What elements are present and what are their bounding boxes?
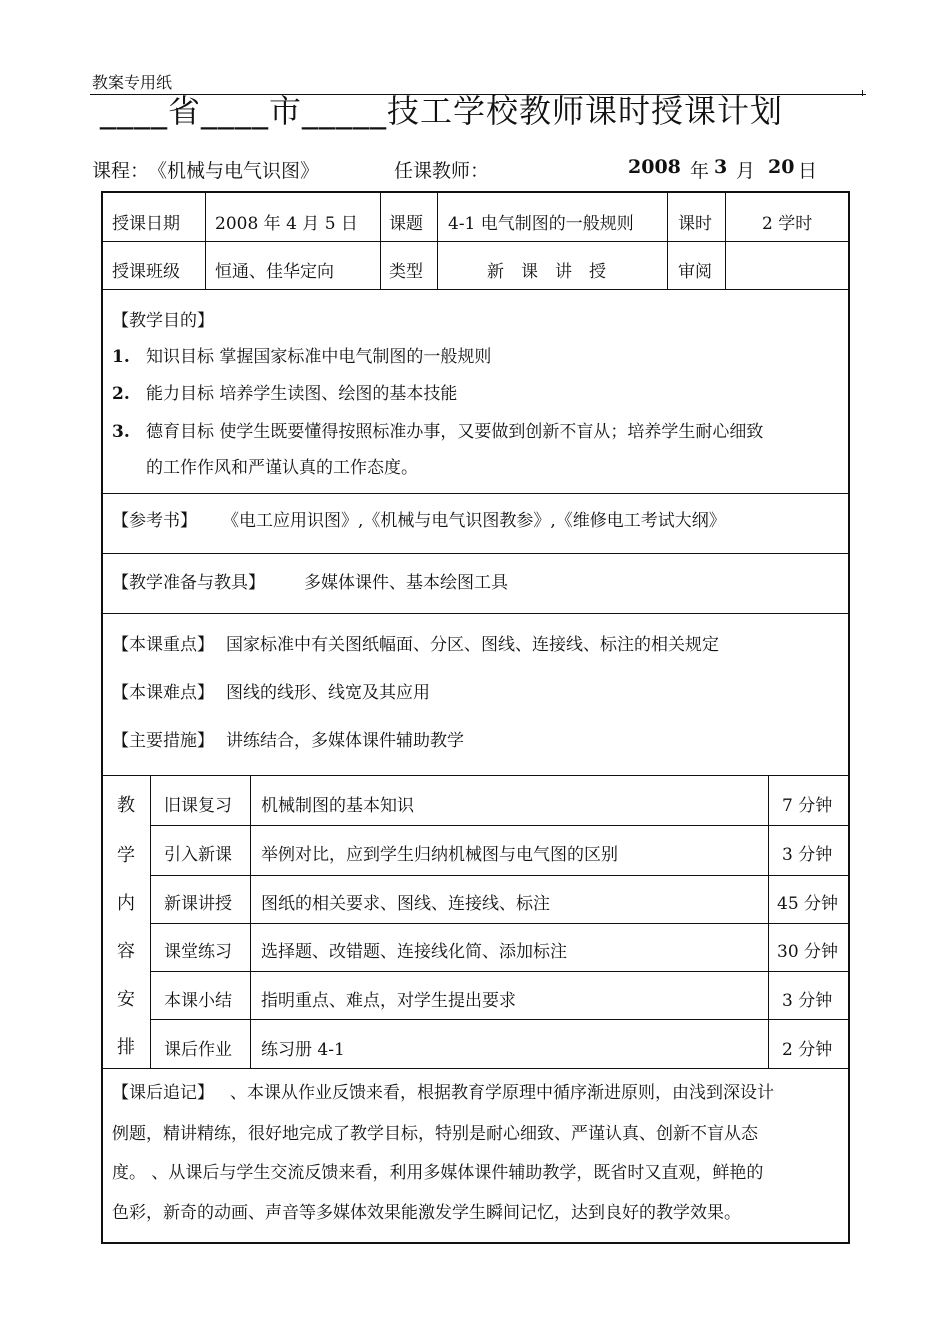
stage-time: 3 分钟 xyxy=(782,845,833,865)
hours-value: 2 学时 xyxy=(762,214,813,234)
col-divider xyxy=(205,191,206,289)
topic-label: 课题 xyxy=(389,214,423,234)
stage-label: 引入新课 xyxy=(164,845,232,865)
key-point-heading: 【本课重点】 xyxy=(112,635,214,655)
difficult-point-text: 图线的线形、线宽及其应用 xyxy=(226,683,430,703)
row-divider xyxy=(101,553,850,554)
col-divider xyxy=(768,775,769,1068)
date-month-unit: 月 xyxy=(736,160,756,182)
arrangement-side-char: 学 xyxy=(117,845,135,866)
course-name: 《机械与电气识图》 xyxy=(148,160,320,182)
stage-time: 7 分钟 xyxy=(782,796,833,816)
objective-number: 3. xyxy=(112,422,130,442)
date-year-unit: 年 xyxy=(690,160,710,182)
preparation-text: 多媒体课件、基本绘图工具 xyxy=(304,573,508,593)
teacher-label: 任课教师： xyxy=(394,160,490,182)
col-divider xyxy=(725,191,726,289)
stage-label: 旧课复习 xyxy=(164,796,232,816)
col-divider xyxy=(437,191,438,289)
course-label: 课程： xyxy=(92,160,150,182)
references-heading: 【参考书】 xyxy=(112,511,197,531)
row-divider xyxy=(101,289,850,290)
stage-time: 2 分钟 xyxy=(782,1040,833,1060)
class-label: 授课班级 xyxy=(112,262,180,282)
measures-text: 讲练结合，多媒体课件辅助教学 xyxy=(226,731,464,751)
class-value: 恒通、佳华定向 xyxy=(215,262,334,282)
arrangement-side-char: 内 xyxy=(117,893,135,914)
afterword-line: 色彩，新奇的动画、声音等多媒体效果能激发学生瞬间记忆，达到良好的教学效果。 xyxy=(112,1203,741,1223)
stage-content: 选择题、改错题、连接线化简、添加标注 xyxy=(261,942,567,962)
date-day-unit: 日 xyxy=(798,160,818,182)
stage-content: 机械制图的基本知识 xyxy=(261,796,414,816)
stage-label: 新课讲授 xyxy=(164,894,232,914)
afterword-line: 、本课从作业反馈来看，根据教育学原理中循序渐进原则，由浅到深设计 xyxy=(230,1083,774,1103)
row-divider xyxy=(101,775,850,776)
stage-label: 课后作业 xyxy=(164,1040,232,1060)
afterword-line: 例题，精讲精练，很好地完成了教学目标，特别是耐心细致、严谨认真、创新不盲从态 xyxy=(112,1124,758,1144)
type-value: 新 课 讲 授 xyxy=(487,262,606,282)
objective-text: 德育目标 使学生既要懂得按照标准办事，又要做到创新不盲从；培养学生耐心细致 xyxy=(146,422,764,442)
col-divider xyxy=(667,191,668,289)
date-year: 2008 xyxy=(628,156,681,178)
preparation-heading: 【教学准备与教具】 xyxy=(112,573,265,593)
type-label: 类型 xyxy=(389,262,423,282)
objectives-heading: 【教学目的】 xyxy=(112,311,214,331)
stage-label: 课堂练习 xyxy=(164,942,232,962)
row-divider xyxy=(101,241,850,242)
col-divider xyxy=(380,191,381,289)
stage-content: 图纸的相关要求、图线、连接线、标注 xyxy=(261,894,550,914)
row-divider xyxy=(150,825,850,826)
difficult-point-heading: 【本课难点】 xyxy=(112,683,214,703)
stage-label: 本课小结 xyxy=(164,991,232,1011)
header-rule-tick xyxy=(862,90,863,96)
afterword-heading: 【课后追记】 xyxy=(112,1083,214,1103)
stage-content: 练习册 4-1 xyxy=(261,1040,345,1060)
row-divider xyxy=(150,923,850,924)
arrangement-side-char: 容 xyxy=(117,941,135,962)
row-divider xyxy=(150,875,850,876)
objective-text-continued: 的工作作风和严谨认真的工作态度。 xyxy=(146,458,418,478)
arrangement-side-char: 安 xyxy=(117,989,135,1010)
row-divider xyxy=(101,1068,850,1069)
afterword-line: 度。 、从课后与学生交流反馈来看，利用多媒体课件辅助教学，既省时又直观，鲜艳的 xyxy=(112,1163,764,1183)
objective-text: 知识目标 掌握国家标准中电气制图的一般规则 xyxy=(146,347,492,367)
arrangement-side-char: 排 xyxy=(117,1037,135,1058)
col-divider xyxy=(250,775,251,1068)
arrangement-side-char: 教 xyxy=(117,795,135,816)
stage-content: 指明重点、难点，对学生提出要求 xyxy=(261,991,516,1011)
date-month: 3 xyxy=(714,156,728,178)
hours-label: 课时 xyxy=(678,214,712,234)
date-day: 20 xyxy=(768,156,795,178)
stage-time: 45 分钟 xyxy=(777,894,839,914)
row-divider xyxy=(101,493,850,494)
row-divider xyxy=(101,613,850,614)
review-label: 审阅 xyxy=(678,262,712,282)
stage-content: 举例对比，应到学生归纳机械图与电气图的区别 xyxy=(261,845,618,865)
date-label: 授课日期 xyxy=(112,214,180,234)
topic-value: 4-1 电气制图的一般规则 xyxy=(448,214,634,234)
date-value: 2008 年 4 月 5 日 xyxy=(215,214,358,234)
objective-number: 1. xyxy=(112,347,130,367)
stage-time: 30 分钟 xyxy=(777,942,839,962)
row-divider xyxy=(150,1019,850,1020)
measures-heading: 【主要措施】 xyxy=(112,731,214,751)
col-divider xyxy=(150,775,151,1068)
key-point-text: 国家标准中有关图纸幅面、分区、图线、连接线、标注的相关规定 xyxy=(226,635,719,655)
objective-text: 能力目标 培养学生读图、绘图的基本技能 xyxy=(146,384,458,404)
page-title: ____省____市_____技工学校教师课时授课计划 xyxy=(100,92,784,130)
objective-number: 2. xyxy=(112,384,130,404)
references-text: 《电工应用识图》,《机械与电气识图教参》,《维修电工考试大纲》 xyxy=(222,511,726,531)
stage-time: 3 分钟 xyxy=(782,991,833,1011)
row-divider xyxy=(150,971,850,972)
paper-label: 教案专用纸 xyxy=(92,73,173,92)
